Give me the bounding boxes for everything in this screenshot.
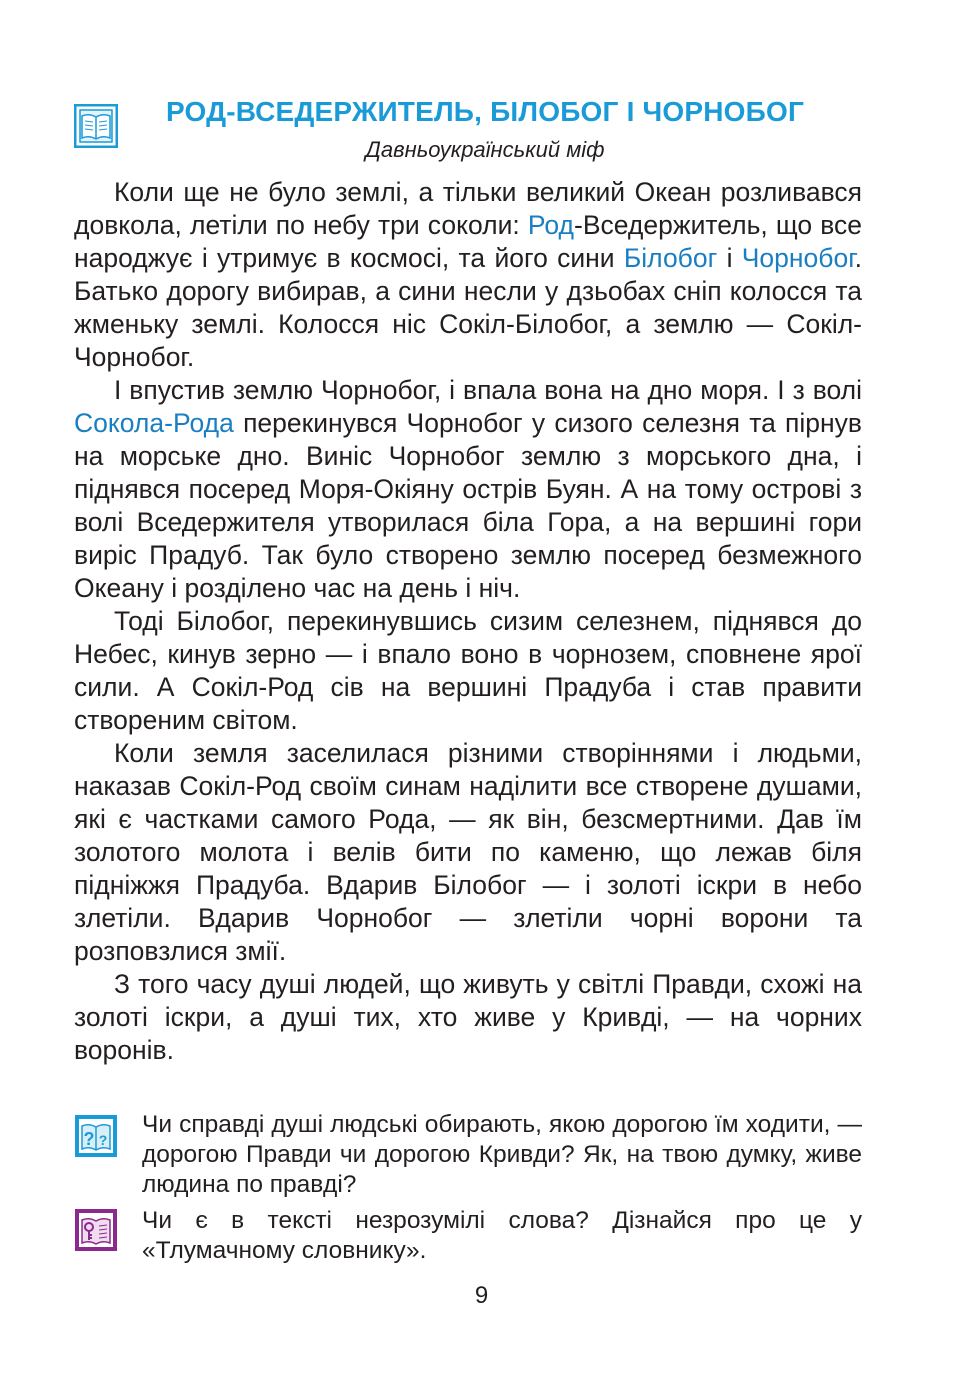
story-text <box>74 176 862 1067</box>
page-subtitle: Давньоукраїнський міф <box>365 137 605 162</box>
text-span: і <box>717 243 742 273</box>
svg-text:?: ? <box>98 1132 108 1148</box>
task-dictionary: Чи є в тексті незрозумілі слова? Дізнайся про це у «Тлумачному словнику». <box>142 1207 862 1264</box>
page-number: 9 <box>474 1282 489 1309</box>
highlight-bilobog: Білобог <box>623 243 718 273</box>
paragraph-1 <box>74 176 862 374</box>
svg-text:?: ? <box>83 1129 95 1149</box>
text-span: перекинувся Чорнобог у сизого селезня та пірнув на морське дно. Виніс Чорнобог землю з морського дна, і піднявся посеред Моря-Окіяну острів Буян. А на тому острові з волі Вседержителя утворилася біла Гора, а на вершині гори виріс Прадуб. Так було створено землю посеред безмежного Океану і розділено час на день і ніч. <box>74 408 862 603</box>
task-question: Чи справді душі людські обирають, якою дорогою їм ходити, — дорогою Правди чи дорогою Кривди? Як, на твою думку, живе людина по правді? <box>142 1111 862 1198</box>
highlight-chornobog: Чорнобог <box>741 243 855 273</box>
text-span: І впустив землю Чорнобог, і впала вона на дно моря. І з волі <box>114 375 862 405</box>
paragraph-2 <box>74 374 862 605</box>
text-span: Коли ще не було землі, а тільки великий Океан розливався довкола, летіли по небу три соколи: <box>74 177 862 240</box>
paragraph-5: З того часу душі людей, що живуть у світлі Правди, схожі на золоті іскри, а душі тих, хто живе у Кривді, — на чорних воронів. <box>74 969 862 1065</box>
text-span: . Батько дорогу вибирав, а сини несли у дзьобах сніп колосся та жменьку землі. Колосся ніс Сокіл-Білобог, а землю — Сокіл-Чорнобог. <box>74 243 862 372</box>
text-span: -Вседержитель, що все народжує і утримує в космосі, та його сини <box>74 210 862 273</box>
page-title: РОД-ВСЕДЕРЖИТЕЛЬ, БІЛОБОГ І ЧОРНОБОГ <box>165 96 805 127</box>
book-icon <box>74 104 118 148</box>
question-book-icon <box>74 1114 118 1158</box>
highlight-sokola-roda: Сокола-Рода <box>74 408 234 438</box>
dictionary-key-icon <box>74 1208 118 1252</box>
paragraph-3: Тоді Білобог, перекинувшись сизим селезнем, піднявся до Небес, кинув зерно — і впало воно в чорнозем, сповнене ярої сили. А Сокіл-Род сів на вершині Прадуба і став правити створеним світом. <box>74 606 862 735</box>
paragraph-4: Коли земля заселилася різними створіннями і людьми, наказав Сокіл-Род своїм синам наділити все створене душами, які є частками самого Рода, — як він, безсмертними. Дав їм золотого молота і велів бити по каменю, що лежав біля підніжжя Прадуба. Вдарив Білобог — і золоті іскри в небо злетіли. Вдарив Чорнобог — злетіли чорні ворони та розповзлися змії. <box>74 738 862 966</box>
highlight-rod: Род <box>527 210 575 240</box>
